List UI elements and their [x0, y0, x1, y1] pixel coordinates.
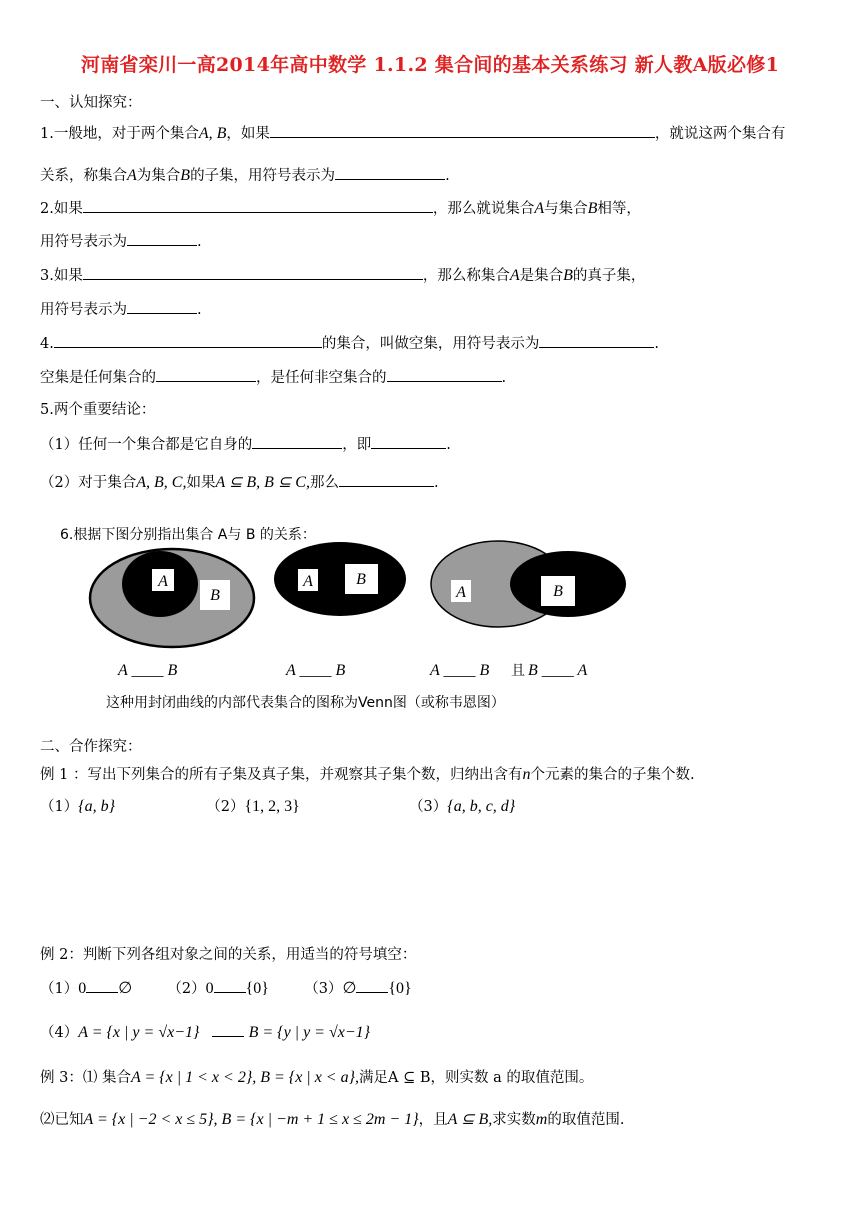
venn-answer-2: A ____ B: [286, 662, 346, 679]
example-3-part-1: 例 3：⑴ 集合A = {x | 1 < x < 2}, B = {x | x < a},满足A ⊆ B，则实数 a 的取值范围。: [40, 1069, 594, 1086]
question-1: 1.一般地，对于两个集合A, B，如果 ，就说这两个集合有: [40, 122, 785, 144]
answer-blank[interactable]: [83, 264, 423, 280]
answer-blank[interactable]: [539, 332, 654, 348]
label-a: A: [303, 573, 313, 590]
example-2: 例 2：判断下列各组对象之间的关系，用适当的符号填空：: [40, 947, 417, 963]
venn-diagrams: [60, 520, 660, 715]
venn-answer-1: A ____ B: [118, 662, 178, 679]
section-heading-1: 一、认知探究：: [40, 95, 142, 111]
answer-blank[interactable]: [127, 298, 197, 314]
question-4: 4. 的集合，叫做空集，用符号表示为 .: [40, 332, 659, 354]
label-b: B: [356, 571, 366, 588]
venn-answer-3-and: 且: [511, 663, 525, 679]
question-4-cont: 空集是任何集合的 ，是任何非空集合的 .: [40, 366, 506, 388]
question-1-cont: 关系，称集合A为集合B的子集，用符号表示为 .: [40, 164, 450, 186]
answer-blank[interactable]: [156, 366, 256, 382]
answer-blank[interactable]: [387, 366, 502, 382]
label-b: B: [553, 583, 563, 600]
answer-blank[interactable]: [54, 332, 322, 348]
question-5-1: （1）任何一个集合都是它自身的 ，即 .: [40, 433, 451, 455]
question-2: 2.如果 ，那么就说集合A与集合B相等，: [40, 197, 641, 219]
answer-blank[interactable]: [270, 122, 655, 138]
answer-blank[interactable]: [127, 230, 197, 246]
page-title: 河南省栾川一高2014年高中数学 1.1.2 集合间的基本关系练习 新人教A版必修1: [80, 54, 780, 76]
venn-diagram-2: [274, 542, 406, 616]
example-2-item-4: （4）A = {x | y = √x−1} B = {y | y = √x−1}: [40, 1021, 370, 1043]
question-3-cont: 用符号表示为 .: [40, 298, 202, 320]
label-a: A: [456, 584, 466, 601]
answer-blank[interactable]: [252, 433, 342, 449]
venn-note: 这种用封闭曲线的内部代表集合的图称为Venn图（或称韦恩图）: [106, 695, 505, 711]
venn-answer-3b: B ____ A: [528, 662, 588, 679]
question-5: 5.两个重要结论：: [40, 402, 156, 418]
question-3: 3.如果 ，那么称集合A是集合B的真子集，: [40, 264, 645, 286]
example-1: 例 1 ：写出下列集合的所有子集及真子集，并观察其子集个数，归纳出含有n个元素的集合的子集个数.: [40, 766, 695, 783]
answer-blank[interactable]: [371, 433, 446, 449]
venn-diagram-1: [90, 549, 254, 647]
answer-blank[interactable]: [339, 471, 434, 487]
venn-answer-3a: A ____ B: [430, 662, 490, 679]
section-heading-2: 二、合作探究：: [40, 739, 142, 755]
example-3-part-2: ⑵已知A = {x | −2 < x ≤ 5}, B = {x | −m + 1 ≤ x ≤ 2m − 1}，且A ⊆ B,求实数m的取值范围.: [40, 1111, 625, 1128]
label-a: A: [158, 573, 168, 590]
venn-heading: 6.根据下图分别指出集合 A与 B 的关系：: [60, 527, 316, 543]
example-1-items: （1）{a, b} （2）{1, 2, 3} （3）{a, b, c, d}: [40, 798, 516, 815]
answer-blank[interactable]: [83, 197, 433, 213]
example-2-items: （1）0 ∅ （2）0 {0} （3）∅ {0}: [40, 977, 412, 999]
venn-diagram-3: [431, 541, 626, 627]
answer-blank[interactable]: [335, 164, 445, 180]
question-5-2: （2）对于集合A, B, C,如果A ⊆ B, B ⊆ C,那么 .: [40, 471, 439, 493]
label-b: B: [210, 587, 220, 604]
question-2-cont: 用符号表示为 .: [40, 230, 202, 252]
